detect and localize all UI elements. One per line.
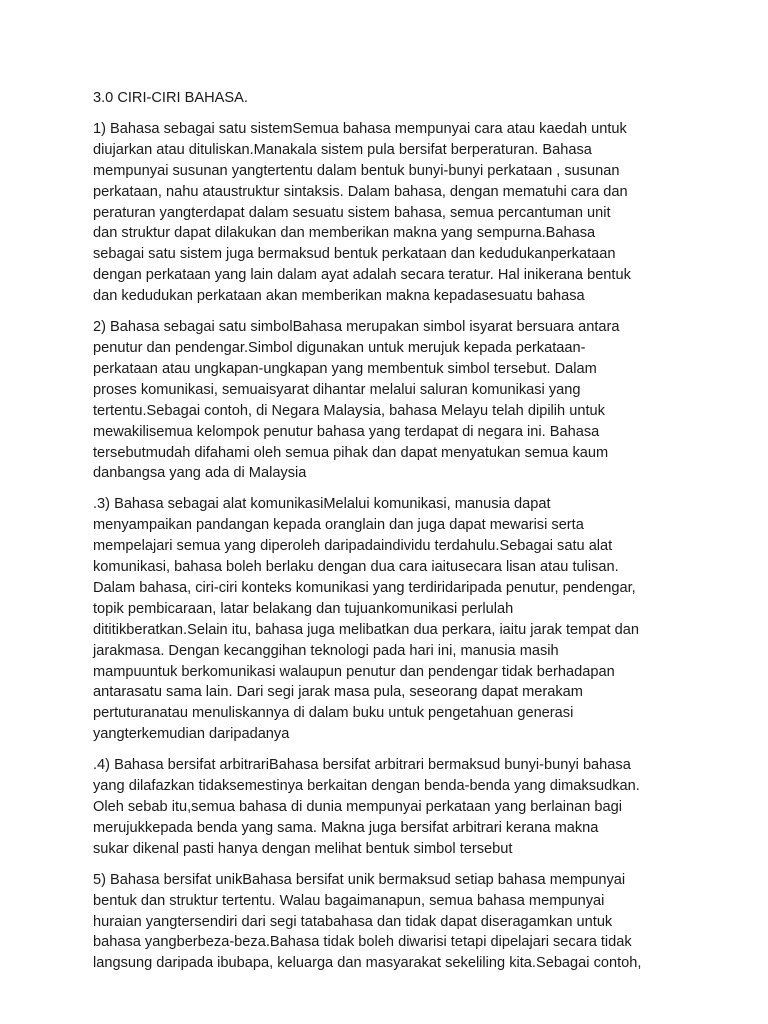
document-heading: 3.0 CIRI-CIRI BAHASA. bbox=[93, 90, 248, 106]
paragraph-line: tertentu.Sebagai contoh, di Negara Malaysia, bahasa Melayu telah dipilih untuk bbox=[93, 402, 605, 419]
paragraph-line: antarasatu sama lain. Dari segi jarak masa pula, seseorang dapat merakam bbox=[93, 684, 583, 701]
paragraph-line: sukar dikenal pasti hanya dengan melihat bentuk simbol tersebut bbox=[93, 840, 513, 857]
paragraph-4 bbox=[93, 755, 683, 860]
paragraph-line: tersebutmudah difahami oleh semua pihak dan dapat menyatukan semua kaum bbox=[93, 444, 609, 461]
paragraph-line: perkataan atau ungkapan-ungkapan yang membentuk simbol tersebut. Dalam bbox=[93, 360, 597, 377]
paragraph-line: sebagai satu sistem juga bermaksud bentuk perkataan dan kedudukanperkataan bbox=[93, 246, 616, 263]
paragraph-line: jarakmasa. Dengan kecanggihan teknologi pada hari ini, manusia masih bbox=[93, 642, 559, 659]
paragraph-line: bahasa yangberbeza-beza.Bahasa tidak boleh diwarisi tetapi dipelajari secara tidak bbox=[93, 934, 632, 951]
paragraph-line: perkataan, nahu ataustruktur sintaksis. Dalam bahasa, dengan mematuhi cara dan bbox=[93, 183, 628, 200]
paragraph-line: mempunyai susunan yangtertentu dalam bentuk bunyi-bunyi perkataan , susunan bbox=[93, 162, 620, 179]
paragraph-line: penutur dan pendengar.Simbol digunakan untuk merujuk kepada perkataan- bbox=[93, 339, 586, 356]
paragraph-line: dengan perkataan yang lain dalam ayat adalah secara teratur. Hal inikerana bentuk bbox=[93, 267, 631, 284]
paragraph-line: Oleh sebab itu,semua bahasa di dunia mempunyai perkataan yang berlainan bagi bbox=[93, 799, 622, 815]
paragraph-line: merujukkepada benda yang sama. Makna juga bersifat arbitrari kerana makna bbox=[93, 819, 599, 836]
paragraph-line: mempelajari semua yang diperoleh daripadaindividu terdahulu.Sebagai satu alat bbox=[93, 538, 613, 555]
paragraph-line: langsung daripada ibubapa, keluarga dan masyarakat sekeliling kita.Sebagai contoh, bbox=[93, 955, 642, 972]
paragraph-line: dan struktur dapat dilakukan dan memberikan makna yang sempurna.Bahasa bbox=[93, 225, 596, 242]
paragraph-5 bbox=[93, 870, 683, 975]
paragraph-line: dititikberatkan.Selain itu, bahasa juga melibatkan dua perkara, iaitu jarak tempat dan bbox=[93, 621, 639, 638]
paragraph-2 bbox=[93, 317, 683, 484]
paragraph-line: Dalam bahasa, ciri-ciri konteks komunikasi yang terdiridaripada penutur, pendengar, bbox=[93, 579, 636, 596]
paragraph-line: mewakilisemua kelompok penutur bahasa yang terdapat di negara ini. Bahasa bbox=[93, 423, 600, 440]
paragraph-line: komunikasi, bahasa boleh berlaku dengan dua cara iaitusecara lisan atau tulisan. bbox=[93, 559, 619, 576]
paragraph-line: pertuturanatau menuliskannya di dalam buku untuk pengetahuan generasi bbox=[93, 705, 574, 722]
paragraph-line: 5) Bahasa bersifat unikBahasa bersifat unik bermaksud setiap bahasa mempunyai bbox=[93, 871, 626, 888]
paragraph-1 bbox=[93, 119, 683, 307]
paragraph-line: dan kedudukan perkataan akan memberikan makna kepadasesuatu bahasa bbox=[93, 288, 585, 305]
paragraph-line: peraturan yangterdapat dalam sesuatu sistem bahasa, semua percantuman unit bbox=[93, 204, 611, 221]
paragraph-line: 2) Bahasa sebagai satu simbolBahasa merupakan simbol isyarat bersuara antara bbox=[93, 319, 620, 336]
paragraph-line: menyampaikan pandangan kepada oranglain dan juga dapat mewarisi serta bbox=[93, 517, 584, 534]
paragraph-line: diujarkan atau dituliskan.Manakala sistem pula bersifat berperaturan. Bahasa bbox=[93, 141, 592, 158]
paragraph-line: mampuuntuk berkomunikasi walaupun penutur dan pendengar tidak berhadapan bbox=[93, 663, 615, 680]
paragraph-line: yang dilafazkan tidaksemestinya berkaitan dengan benda-benda yang dimaksudkan. bbox=[93, 778, 640, 795]
document-page bbox=[93, 88, 683, 984]
paragraph-line: proses komunikasi, semuaisyarat dihantar melalui saluran komunikasi yang bbox=[93, 381, 581, 398]
paragraph-line: danbangsa yang ada di Malaysia bbox=[93, 465, 307, 482]
paragraph-line: bentuk dan struktur tertentu. Walau bagaimanapun, semua bahasa mempunyai bbox=[93, 892, 605, 909]
paragraph-3 bbox=[93, 494, 683, 745]
paragraph-line: huraian yangtersendiri dari segi tatabahasa dan tidak dapat diseragamkan untuk bbox=[93, 913, 613, 930]
paragraph-line: 1) Bahasa sebagai satu sistemSemua bahasa mempunyai cara atau kaedah untuk bbox=[93, 120, 627, 137]
paragraph-line: .4) Bahasa bersifat arbitrariBahasa bersifat arbitrari bermaksud bunyi-bunyi bahasa bbox=[93, 757, 631, 774]
paragraph-line: topik pembicaraan, latar belakang dan tujuankomunikasi perlulah bbox=[93, 600, 514, 617]
paragraph-line: yangterkemudian daripadanya bbox=[93, 726, 290, 743]
paragraph-line: .3) Bahasa sebagai alat komunikasiMelalui komunikasi, manusia dapat bbox=[93, 496, 551, 513]
